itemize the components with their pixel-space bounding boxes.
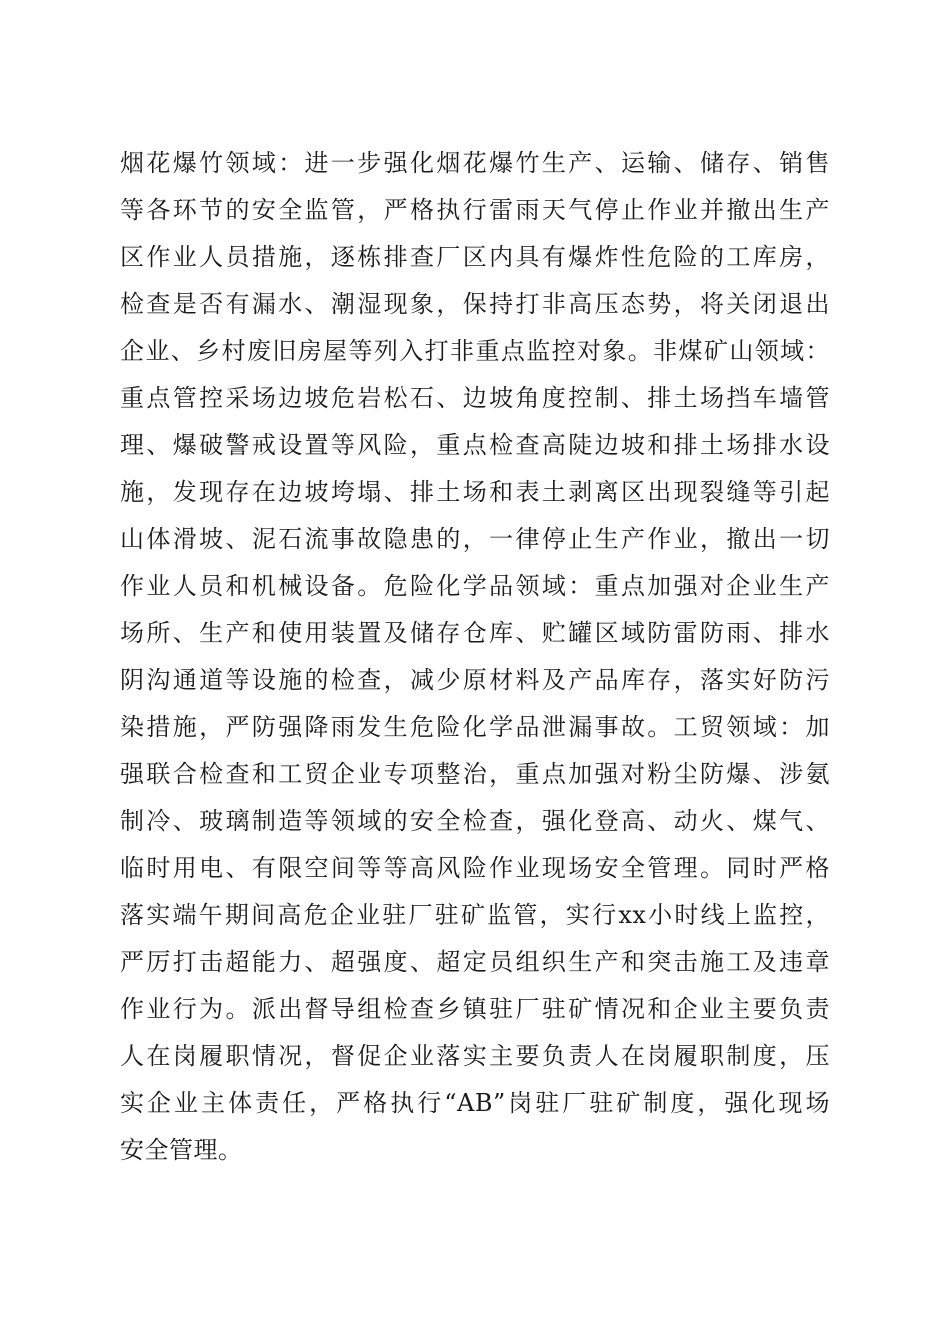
text-line: 染措施，严防强降雨发生危险化学品泄漏事故。工贸领域：加 [120, 713, 830, 741]
text-line: 烟花爆竹领域：进一步强化烟花爆竹生产、运输、储存、销售 [120, 149, 830, 177]
text-line: 施，发现存在边坡垮塌、排土场和表土剥离区出现裂缝等引起 [120, 478, 830, 506]
text-line: 作业人员和机械设备。危险化学品领域：重点加强对企业生产 [120, 572, 830, 600]
text-line: 实企业主体责任，严格执行“AB”岗驻厂驻矿制度，强化现场 [120, 1089, 830, 1117]
text-line: 临时用电、有限空间等等高风险作业现场安全管理。同时严格 [120, 854, 830, 882]
text-line: 严厉打击超能力、超强度、超定员组织生产和突击施工及违章 [120, 948, 830, 976]
text-line: 理、爆破警戒设置等风险，重点检查高陡边坡和排土场排水设 [120, 431, 830, 459]
text-line: 强联合检查和工贸企业专项整治，重点加强对粉尘防爆、涉氨 [120, 760, 830, 788]
text-line: 场所、生产和使用装置及储存仓库、贮罐区域防雷防雨、排水 [120, 619, 830, 647]
text-line: 检查是否有漏水、潮湿现象，保持打非高压态势，将关闭退出 [120, 290, 830, 318]
text-line: 作业行为。派出督导组检查乡镇驻厂驻矿情况和企业主要负责 [120, 995, 830, 1023]
body-paragraph [120, 140, 830, 1174]
text-line: 阴沟通道等设施的检查，减少原材料及产品库存，落实好防污 [120, 666, 830, 694]
text-line: 重点管控采场边坡危岩松石、边坡角度控制、排土场挡车墙管 [120, 384, 830, 412]
text-line: 人在岗履职情况，督促企业落实主要负责人在岗履职制度，压 [120, 1042, 830, 1070]
text-line: 区作业人员措施，逐栋排查厂区内具有爆炸性危险的工库房， [120, 243, 830, 271]
text-line: 安全管理。 [120, 1136, 243, 1164]
text-line: 制冷、玻璃制造等领域的安全检查，强化登高、动火、煤气、 [120, 807, 830, 835]
text-line: 落实端午期间高危企业驻厂驻矿监管，实行xx小时线上监控， [120, 901, 830, 929]
text-line: 等各环节的安全监管，严格执行雷雨天气停止作业并撤出生产 [120, 196, 830, 224]
text-line: 企业、乡村废旧房屋等列入打非重点监控对象。非煤矿山领域： [120, 337, 830, 365]
text-line: 山体滑坡、泥石流事故隐患的，一律停止生产作业，撤出一切 [120, 525, 830, 553]
